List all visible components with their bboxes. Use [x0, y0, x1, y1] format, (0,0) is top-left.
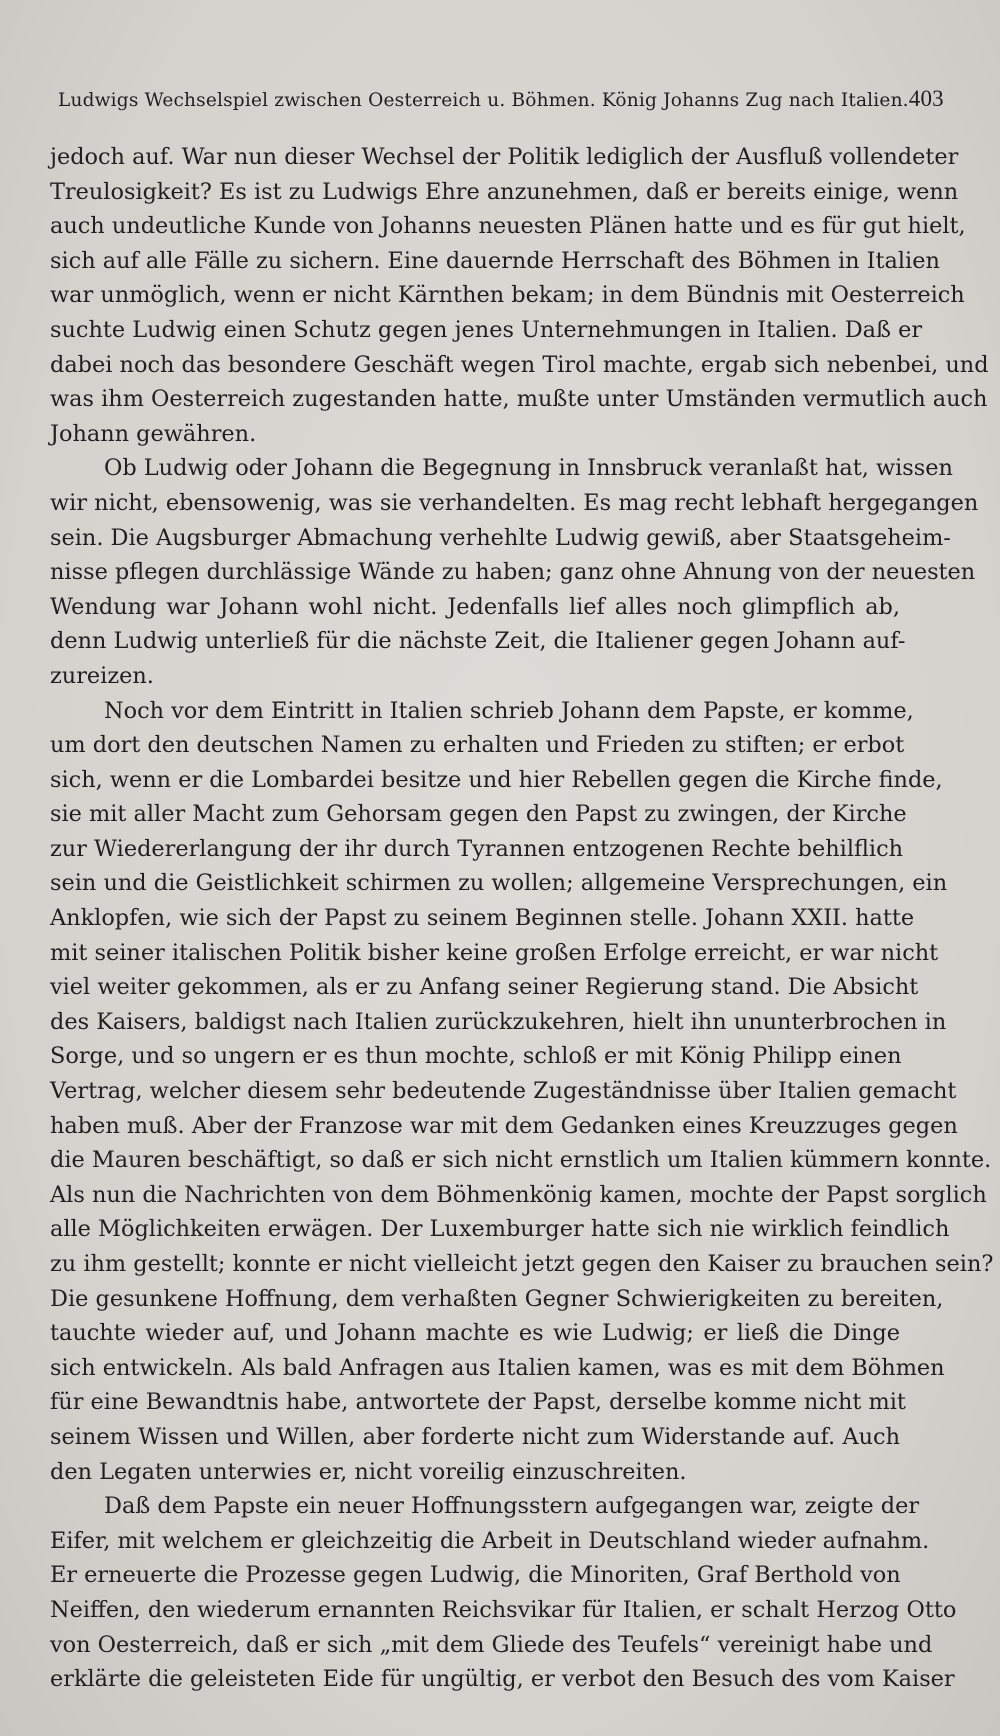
text-line: tauchte wieder auf, und Johann machte es wie Ludwig; er ließ die Dinge — [50, 1320, 900, 1347]
text-line: jedoch auf. War nun dieser Wechsel der Politik lediglich der Ausfluß vollendeter — [50, 144, 959, 170]
running-head — [58, 86, 944, 116]
text-line: Treulosigkeit? Es ist zu Ludwigs Ehre anzunehmen, daß er bereits einige, wenn — [50, 178, 959, 205]
text-line: suchte Ludwig einen Schutz gegen jenes Unternehmungen in Italien. Daß er — [50, 316, 923, 343]
text-line: auch undeutliche Kunde von Johanns neuesten Plänen hatte und es für gut hielt, — [50, 213, 966, 240]
body-text — [50, 140, 994, 1697]
text-line: Sorge, und so ungern er es thun mochte, schloß er mit König Philipp einen — [50, 1043, 902, 1070]
text-line: Daß dem Papste ein neuer Hoffnungsstern aufgegangen war, zeigte der — [104, 1493, 920, 1520]
text-line: viel weiter gekommen, als er zu Anfang seiner Regierung stand. Die Absicht — [50, 974, 919, 1001]
text-line: sein und die Geistlichkeit schirmen zu wollen; allgemeine Versprechungen, ein — [50, 870, 948, 897]
text-line: den Legaten unterwies er, nicht voreilig einzuschreiten. — [50, 1458, 687, 1485]
text-line: Eifer, mit welchem er gleichzeitig die Arbeit in Deutschland wieder aufnahm. — [50, 1527, 930, 1554]
text-line: Neiffen, den wiederum ernannten Reichsvikar für Italien, er schalt Herzog Otto — [50, 1596, 957, 1623]
text-line: Vertrag, welcher diesem sehr bedeutende Zugeständnisse über Italien gemacht — [50, 1078, 957, 1105]
text-line: seinem Wissen und Willen, aber forderte nicht zum Widerstande auf. Auch — [50, 1423, 900, 1450]
text-line: zur Wiedererlangung der ihr durch Tyrannen entzogenen Rechte behilflich — [50, 835, 904, 862]
text-line: Noch vor dem Eintritt in Italien schrieb Johann dem Papste, er komme, — [104, 697, 914, 724]
text-line: nisse pflegen durchlässige Wände zu haben; ganz ohne Ahnung von der neuesten — [50, 559, 976, 586]
text-line: was ihm Oesterreich zugestanden hatte, mußte unter Umständen vermutlich auch — [50, 386, 988, 413]
text-line: Die gesunkene Hoffnung, dem verhaßten Gegner Schwierigkeiten zu bereiten, — [50, 1285, 944, 1312]
text-line: sich entwickeln. Als bald Anfragen aus Italien kamen, was es mit dem Böhmen — [50, 1354, 945, 1381]
text-line: von Oesterreich, daß er sich „mit dem Gliede des Teufels“ vereinigt habe und — [50, 1631, 933, 1658]
text-line: denn Ludwig unterließ für die nächste Zeit, die Italiener gegen Johann auf- — [50, 628, 906, 655]
text-line: Er erneuerte die Prozesse gegen Ludwig, die Minoriten, Graf Berthold von — [50, 1562, 901, 1589]
text-line: sie mit aller Macht zum Gehorsam gegen den Papst zu zwingen, der Kirche — [50, 801, 907, 828]
text-line: für eine Bewandtnis habe, antwortete der Papst, derselbe komme nicht mit — [50, 1389, 906, 1416]
text-line: Wendung war Johann wohl nicht. Jedenfalls lief alles noch glimpflich ab, — [50, 593, 900, 620]
text-line: sein. Die Augsburger Abmachung verhehlte Ludwig gewiß, aber Staatsgeheim- — [50, 524, 951, 551]
text-line: dabei noch das besondere Geschäft wegen Tirol machte, ergab sich nebenbei, und — [50, 351, 989, 378]
text-line: zureizen. — [50, 662, 154, 689]
text-line: Johann gewähren. — [50, 420, 257, 447]
text-line: um dort den deutschen Namen zu erhalten und Frieden zu stiften; er erbot — [50, 732, 905, 759]
text-line: sich auf alle Fälle zu sichern. Eine dauernde Herrschaft des Böhmen in Italien — [50, 247, 940, 274]
text-line: Anklopfen, wie sich der Papst zu seinem Beginnen stelle. Johann XXII. hatte — [50, 905, 915, 932]
text-line: alle Möglichkeiten erwägen. Der Luxemburger hatte sich nie wirklich feindlich — [50, 1216, 950, 1243]
page-number: 403 — [908, 86, 944, 111]
text-line: erklärte die geleisteten Eide für ungültig, er verbot den Besuch des vom Kaiser — [50, 1666, 955, 1693]
running-head-title: Ludwigs Wechselspiel zwischen Oesterreich u. Böhmen. König Johanns Zug nach Italien. — [58, 90, 909, 111]
text-line: mit seiner italischen Politik bisher keine großen Erfolge erreicht, er war nicht — [50, 939, 939, 966]
text-line: haben muß. Aber der Franzose war mit dem Gedanken eines Kreuzzuges gegen — [50, 1112, 958, 1139]
text-line: Ob Ludwig oder Johann die Begegnung in Innsbruck veranlaßt hat, wissen — [104, 455, 953, 482]
text-line: zu ihm gestellt; konnte er nicht vielleicht jetzt gegen den Kaiser zu brauchen sein? — [50, 1251, 994, 1277]
text-line: des Kaisers, baldigst nach Italien zurückzukehren, hielt ihn ununterbrochen in — [50, 1008, 947, 1035]
text-line: Als nun die Nachrichten von dem Böhmenkönig kamen, mochte der Papst sorglich — [50, 1181, 987, 1208]
text-line: wir nicht, ebensowenig, was sie verhandelten. Es mag recht lebhaft hergegangen — [50, 489, 979, 516]
text-line: die Mauren beschäftigt, so daß er sich nicht ernstlich um Italien kümmern konnte. — [50, 1147, 992, 1174]
text-line: war unmöglich, wenn er nicht Kärnthen bekam; in dem Bündnis mit Oesterreich — [50, 282, 965, 309]
text-line: sich, wenn er die Lombardei besitze und hier Rebellen gegen die Kirche finde, — [50, 766, 943, 793]
